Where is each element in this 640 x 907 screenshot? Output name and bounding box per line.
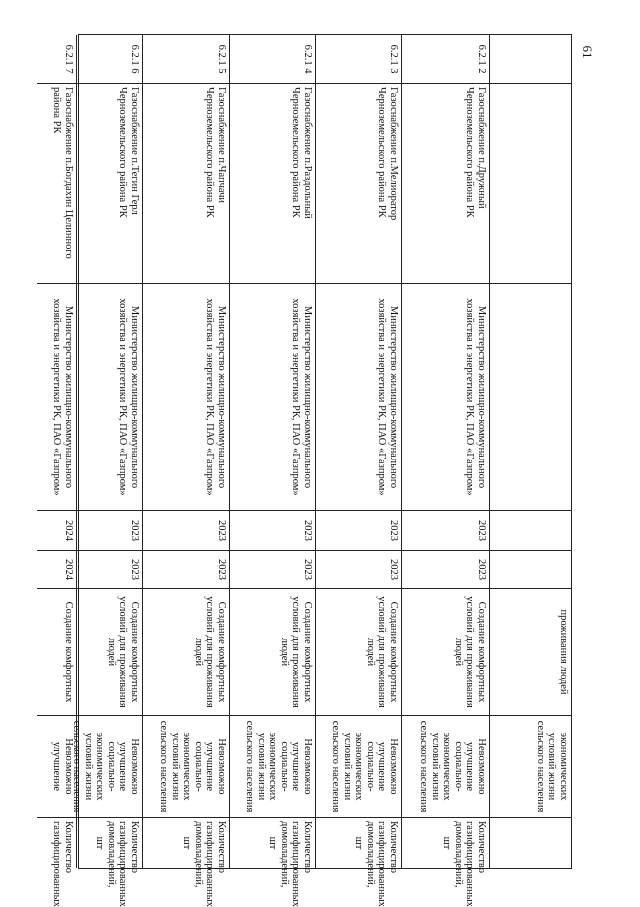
cell-consequence: экономических условий жизни сельского населения	[490, 715, 571, 817]
cell-number: 6.2.1 6	[129, 44, 140, 74]
cell-indicator: Количество газифицированных домовладений, шт	[230, 817, 315, 868]
measures-table	[51, 34, 572, 907]
cell-measure-name: Газоснабжение п.Дружный Черноземельского района РК	[402, 83, 489, 283]
cell-consequence: Невозможно улучшение социально-экономических условий жизни сельского населения	[402, 715, 489, 817]
cell-executor	[490, 283, 571, 510]
cell-consequence: Невозможно улучшение социально-экономических условий жизни сельского населения	[77, 715, 142, 817]
cell-number: 6.2.1 4	[302, 44, 313, 74]
cell-executor: Министерство жилищно-коммунального хозяйства и энергетики РК, ПАО «Газпром»	[77, 283, 142, 510]
table-row	[230, 35, 316, 907]
cell-result: Создание комфортных условий для проживания людей	[316, 588, 401, 715]
cell-start-year: 2023	[316, 510, 401, 550]
cell-executor: Министерство жилищно-коммунального хозяйства и энергетики РК, ПАО «Газпром»	[316, 283, 401, 510]
cell-consequence: Невозможно улучшение	[37, 715, 76, 817]
cell-consequence: Невозможно улучшение социально-экономических условий жизни сельского населения	[230, 715, 315, 817]
cell-executor: Министерство жилищно-коммунального хозяйства и энергетики РК, ПАО «Газпром»	[37, 283, 76, 510]
cell-measure-name: Газоснабжение п.Чапчачи Черноземельского района РК	[143, 83, 229, 283]
cell-number: 6.2.1 5	[216, 44, 227, 74]
cell-start-year: 2023	[230, 510, 315, 550]
cell-result: проживания людей	[490, 588, 571, 715]
cell-indicator: Количество газифицированных	[37, 817, 76, 868]
cell-number: 6.2.1 3	[388, 44, 399, 74]
cell-result: Создание комфортных условий для проживания людей	[402, 588, 489, 715]
cell-end-year: 2023	[143, 550, 229, 588]
cell-executor: Министерство жилищно-коммунального хозяйства и энергетики РК, ПАО «Газпром»	[230, 283, 315, 510]
cell-consequence: Невозможно улучшение социально-экономических условий жизни сельского населения	[143, 715, 229, 817]
cell-consequence: Невозможно улучшение социально-экономических условий жизни сельского населения	[316, 715, 401, 817]
table-row	[316, 35, 402, 907]
cell-end-year: 2023	[316, 550, 401, 588]
cell-result: Создание комфортных условий для проживания людей	[230, 588, 315, 715]
cell-measure-name: Газоснабжение п.Раздольный Черноземельского района РК	[230, 83, 315, 283]
cell-indicator	[490, 817, 571, 868]
cell-measure-name: Газоснабжение п.Тегин Герл Черноземельского района РК	[77, 83, 142, 283]
table-row	[402, 35, 490, 907]
cell-end-year	[490, 550, 571, 588]
cell-start-year	[490, 510, 571, 550]
cell-executor: Министерство жилищно-коммунального хозяйства и энергетики РК, ПАО «Газпром»	[143, 283, 229, 510]
cell-indicator: Количество газифицированных домовладений, шт	[316, 817, 401, 868]
cell-executor: Министерство жилищно-коммунального хозяйства и энергетики РК, ПАО «Газпром»	[402, 283, 489, 510]
page-number: 61	[580, 45, 595, 59]
cell-number: 6.2.1 2	[476, 44, 487, 74]
cell-number: 6.2.1 7	[63, 44, 74, 74]
table-row	[71, 35, 143, 907]
cell-measure-name: Газоснабжение п.Богдахин Целинного района РК	[37, 83, 76, 283]
cell-indicator: Количество газифицированных домовладений, шт	[77, 817, 142, 868]
cell-start-year: 2024	[37, 510, 76, 550]
cell-end-year: 2024	[37, 550, 76, 588]
cell-start-year: 2023	[77, 510, 142, 550]
cell-result: Создание комфортных условий для проживания людей	[77, 588, 142, 715]
cell-indicator: Количество газифицированных домовладений, шт	[143, 817, 229, 868]
cell-start-year: 2023	[402, 510, 489, 550]
table-row	[490, 35, 571, 868]
cell-end-year: 2023	[77, 550, 142, 588]
cell-result: Создание комфортных условий для проживания людей	[143, 588, 229, 715]
table-row	[37, 35, 77, 907]
cell-result: Создание комфортных	[37, 588, 76, 715]
cell-end-year: 2023	[402, 550, 489, 588]
cell-measure-name: Газоснабжение п.Мелиоратор Черноземельского района РК	[316, 83, 401, 283]
cell-end-year: 2023	[230, 550, 315, 588]
cell-number	[490, 35, 571, 83]
cell-indicator: Количество газифицированных домовладений, шт	[402, 817, 489, 868]
cell-start-year: 2023	[143, 510, 229, 550]
table-row	[143, 35, 230, 907]
cell-measure-name	[490, 83, 571, 283]
